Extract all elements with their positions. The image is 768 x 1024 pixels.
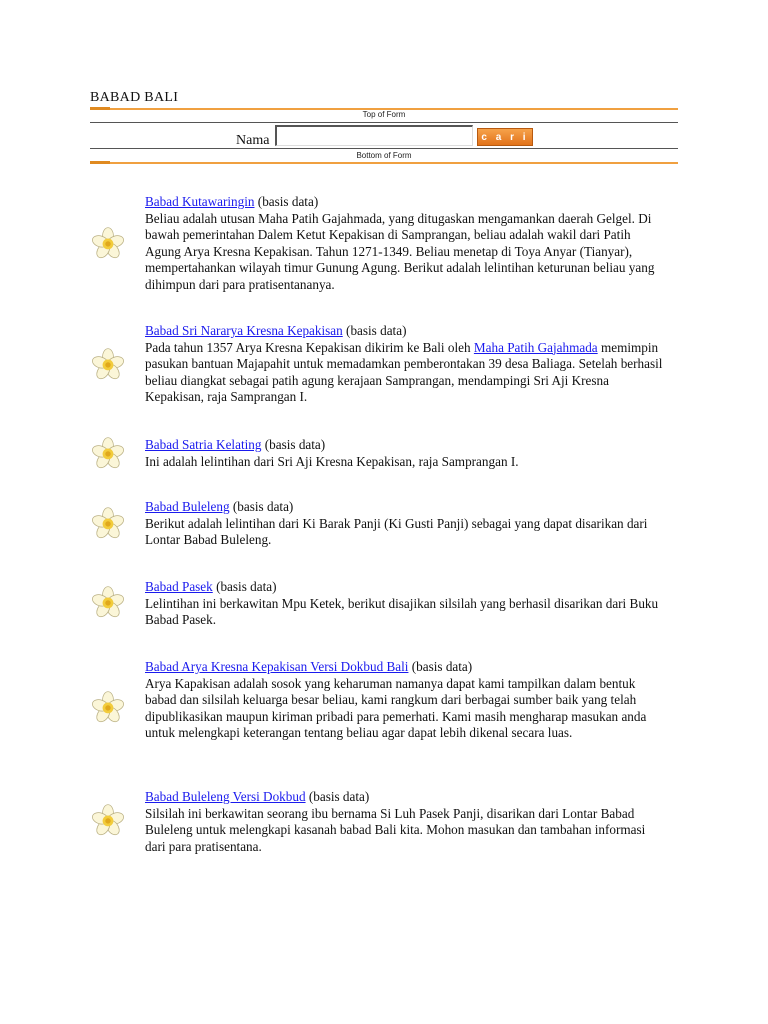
top-of-form-marker: Top of Form <box>362 110 406 119</box>
frangipani-flower-icon <box>90 802 126 838</box>
maha-patih-gajahmada-link[interactable]: Maha Patih Gajahmada <box>473 339 598 355</box>
list-item-babad-buleleng-dokbud <box>145 789 665 855</box>
frangipani-flower-icon <box>90 346 126 382</box>
frangipani-flower-icon <box>90 584 126 620</box>
babad-arya-kresna-dokbud-link[interactable]: Babad Arya Kresna Kepakisan Versi Dokbud Bali <box>145 659 409 674</box>
form-top-divider <box>90 122 678 123</box>
frangipani-flower-icon <box>90 689 126 725</box>
basis-data-label: (basis data) <box>229 499 294 514</box>
entry-description-text: memimpin pasukan bantuan Majapahit untuk memadamkan pemberontakan 39 desa Baliaga. Setelah berhasil beliau diangkat sebagai patih agung kerajaan Samprangan, mendampingi Sri Aji Kresna Kepakisan, raja Samprangan I. <box>145 339 663 404</box>
bottom-of-form-marker: Bottom of Form <box>356 151 412 160</box>
entry-description: Beliau adalah utusan Maha Patih Gajahmada, yang ditugaskan mengamankan daerah Gelgel. Di bawah pemerintahan Dalem Ketut Kepakisan di Samprangan, beliau adalah wakil dari Patih Agung Arya Kresna Kepakisan. Tahun 1271-1349. Beliau menetap di Toya Anyar (Tianyar), mempertahankan wilayah timur Gunung Agung. Berikut adalah lelintihan keturunan beliau yang dihimpun dari para pratisentananya. <box>145 210 655 292</box>
babad-buleleng-link[interactable]: Babad Buleleng <box>145 499 230 514</box>
list-item-babad-pasek <box>145 579 665 629</box>
page-title: BABAD BALI <box>90 90 179 105</box>
basis-data-label: (basis data) <box>408 659 473 674</box>
basis-data-label: (basis data) <box>342 323 407 338</box>
basis-data-label: (basis data) <box>305 789 370 804</box>
entry-description: Silsilah ini berkawitan seorang ibu bernama Si Luh Pasek Panji, disarikan dari Lontar Babad Buleleng untuk melengkapi kasanah babad Bali kita. Mohon masukan dan tambahan informasi dari para pratisentana. <box>145 805 646 854</box>
entry-description: Arya Kapakisan adalah sosok yang keharuman namanya dapat kami tampilkan dalam bentuk babad dan silsilah keluarga besar beliau, kami rangkum dari berbagai sumber baik yang telah dipublikasikan maupun kiriman pribadi para pemerhati. Kami masih mengharap masukan anda untuk melengkapi keterangan tentang beliau agar dapat lebih dikenal secara luas. <box>145 675 647 740</box>
form-bottom-divider <box>90 148 678 149</box>
babad-buleleng-dokbud-link[interactable]: Babad Buleleng Versi Dokbud <box>145 789 306 804</box>
list-item-babad-buleleng <box>145 499 665 549</box>
form-end-divider <box>90 162 678 164</box>
nama-input[interactable] <box>275 125 473 146</box>
nama-label: Nama <box>236 133 270 148</box>
basis-data-label: (basis data) <box>212 579 277 594</box>
list-item-babad-kutawaringin <box>145 194 665 293</box>
basis-data-label: (basis data) <box>261 437 326 452</box>
entry-description: Lelintihan ini berkawitan Mpu Ketek, berikut disajikan silsilah yang berhasil disarikan dari Buku Babad Pasek. <box>145 595 659 627</box>
babad-kutawaringin-link[interactable]: Babad Kutawaringin <box>145 194 255 209</box>
frangipani-flower-icon <box>90 435 126 471</box>
cari-button[interactable]: c a r i <box>477 128 533 146</box>
basis-data-label: (basis data) <box>254 194 319 209</box>
babad-sri-nararya-link[interactable]: Babad Sri Nararya Kresna Kepakisan <box>145 323 343 338</box>
list-item-babad-satria-kelating <box>145 437 665 470</box>
entry-description: Ini adalah lelintihan dari Sri Aji Kresna Kepakisan, raja Samprangan I. <box>145 453 519 469</box>
entry-description: Berikut adalah lelintihan dari Ki Barak Panji (Ki Gusti Panji) sebagai yang dapat disarikan dari Lontar Babad Buleleng. <box>145 515 648 547</box>
entry-description-text: Pada tahun 1357 Arya Kresna Kepakisan dikirim ke Bali oleh <box>145 339 474 355</box>
babad-pasek-link[interactable]: Babad Pasek <box>145 579 213 594</box>
frangipani-flower-icon <box>90 225 126 261</box>
entry-description <box>145 340 665 406</box>
babad-satria-kelating-link[interactable]: Babad Satria Kelating <box>145 437 262 452</box>
list-item-babad-arya-kresna-dokbud <box>145 659 665 742</box>
list-item-babad-sri-nararya <box>145 323 665 406</box>
frangipani-flower-icon <box>90 505 126 541</box>
